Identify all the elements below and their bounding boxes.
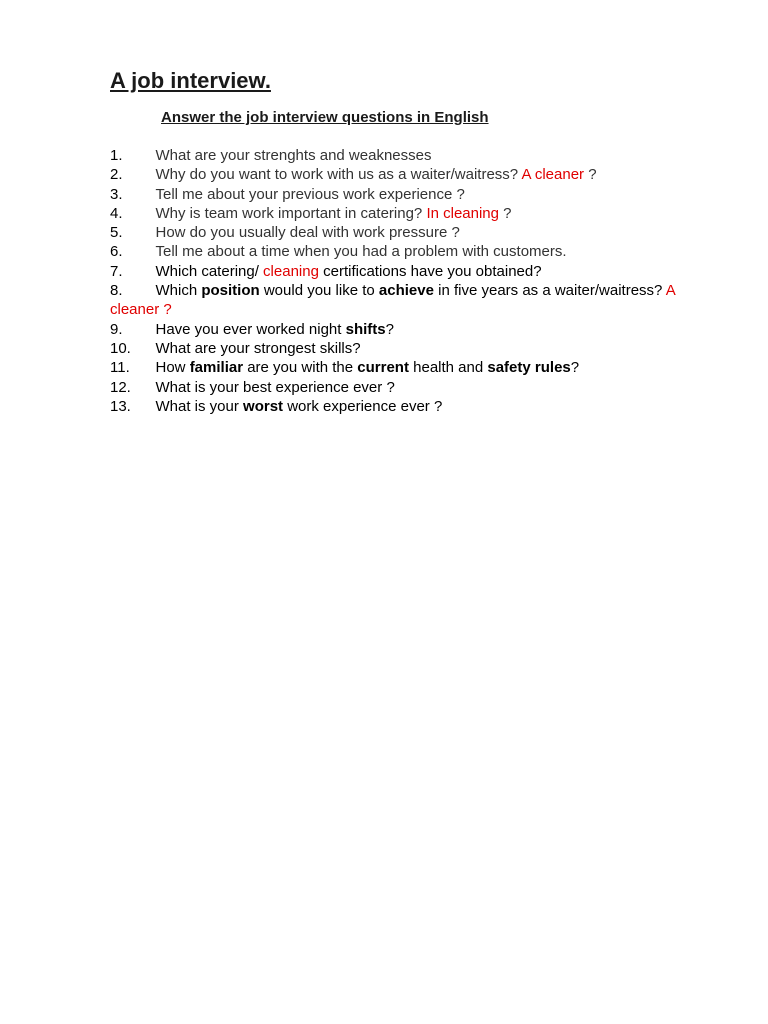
question-text: ? bbox=[584, 166, 597, 184]
emphasized-text: current bbox=[357, 359, 409, 377]
question-item bbox=[110, 397, 710, 416]
question-number: 5. bbox=[110, 224, 123, 242]
question-text: would you like to bbox=[259, 282, 379, 300]
question-number: 3. bbox=[110, 185, 123, 203]
question-item bbox=[110, 146, 710, 165]
question-number: 10. bbox=[110, 339, 131, 357]
question-number: 6. bbox=[110, 243, 123, 261]
emphasized-text: familiar bbox=[189, 359, 244, 377]
question-item bbox=[110, 223, 710, 242]
question-number: 2. bbox=[110, 166, 123, 184]
page-subtitle: Answer the job interview questions in English bbox=[161, 109, 489, 126]
question-text: How bbox=[155, 359, 190, 377]
question-item bbox=[110, 320, 710, 339]
emphasized-text: worst bbox=[243, 397, 284, 415]
emphasized-text: position bbox=[201, 282, 260, 300]
question-text: What is your bbox=[155, 397, 244, 415]
question-text: work experience ever ? bbox=[283, 397, 443, 415]
question-text: Tell me about a time when you had a problem with customers. bbox=[155, 243, 567, 261]
emphasized-text: safety rules bbox=[487, 359, 571, 377]
question-item bbox=[110, 242, 710, 261]
question-text: Tell me about your previous work experience ? bbox=[155, 185, 465, 203]
question-text: certifications have you obtained? bbox=[318, 262, 542, 280]
question-number: 9. bbox=[110, 320, 123, 338]
highlighted-text: A cleaner bbox=[521, 166, 585, 184]
question-item bbox=[110, 378, 710, 397]
question-list bbox=[110, 146, 710, 416]
emphasized-text: achieve bbox=[378, 282, 434, 300]
question-number: 7. bbox=[110, 262, 123, 280]
question-text: Have you ever worked night bbox=[155, 320, 346, 338]
question-item bbox=[110, 358, 710, 377]
question-item bbox=[110, 185, 710, 204]
question-text: ? bbox=[499, 204, 512, 222]
question-text: Why do you want to work with us as a waiter/waitress? bbox=[155, 166, 522, 184]
question-text: ? bbox=[570, 359, 580, 377]
question-text: in five years as a waiter/waitress? bbox=[433, 282, 666, 300]
question-text: What are your strongest skills? bbox=[155, 339, 361, 357]
question-item bbox=[110, 281, 710, 320]
question-number: 8. bbox=[110, 282, 123, 300]
question-number: 1. bbox=[110, 147, 123, 164]
question-number: 13. bbox=[110, 397, 131, 415]
question-text: ? bbox=[385, 320, 394, 338]
question-item bbox=[110, 339, 710, 358]
question-text: Why is team work important in catering? bbox=[155, 204, 427, 222]
question-text: are you with the bbox=[243, 359, 358, 377]
page-title: A job interview. bbox=[110, 68, 271, 93]
question-item bbox=[110, 204, 710, 223]
question-item bbox=[110, 262, 710, 281]
question-item bbox=[110, 165, 710, 184]
highlighted-text: In cleaning bbox=[426, 204, 499, 222]
question-text: health and bbox=[408, 359, 488, 377]
question-number: 12. bbox=[110, 378, 131, 396]
highlighted-text: A cleaner ? bbox=[110, 282, 675, 319]
question-text: Which catering/ bbox=[155, 262, 264, 280]
question-text: What are your strenghts and weaknesses bbox=[155, 147, 432, 164]
emphasized-text: shifts bbox=[345, 320, 386, 338]
highlighted-text: cleaning bbox=[263, 262, 319, 280]
question-text: Which bbox=[155, 282, 202, 300]
question-number: 11. bbox=[110, 359, 130, 377]
question-text: How do you usually deal with work pressure ? bbox=[155, 224, 460, 242]
question-number: 4. bbox=[110, 204, 123, 222]
question-text: What is your best experience ever ? bbox=[155, 378, 395, 396]
